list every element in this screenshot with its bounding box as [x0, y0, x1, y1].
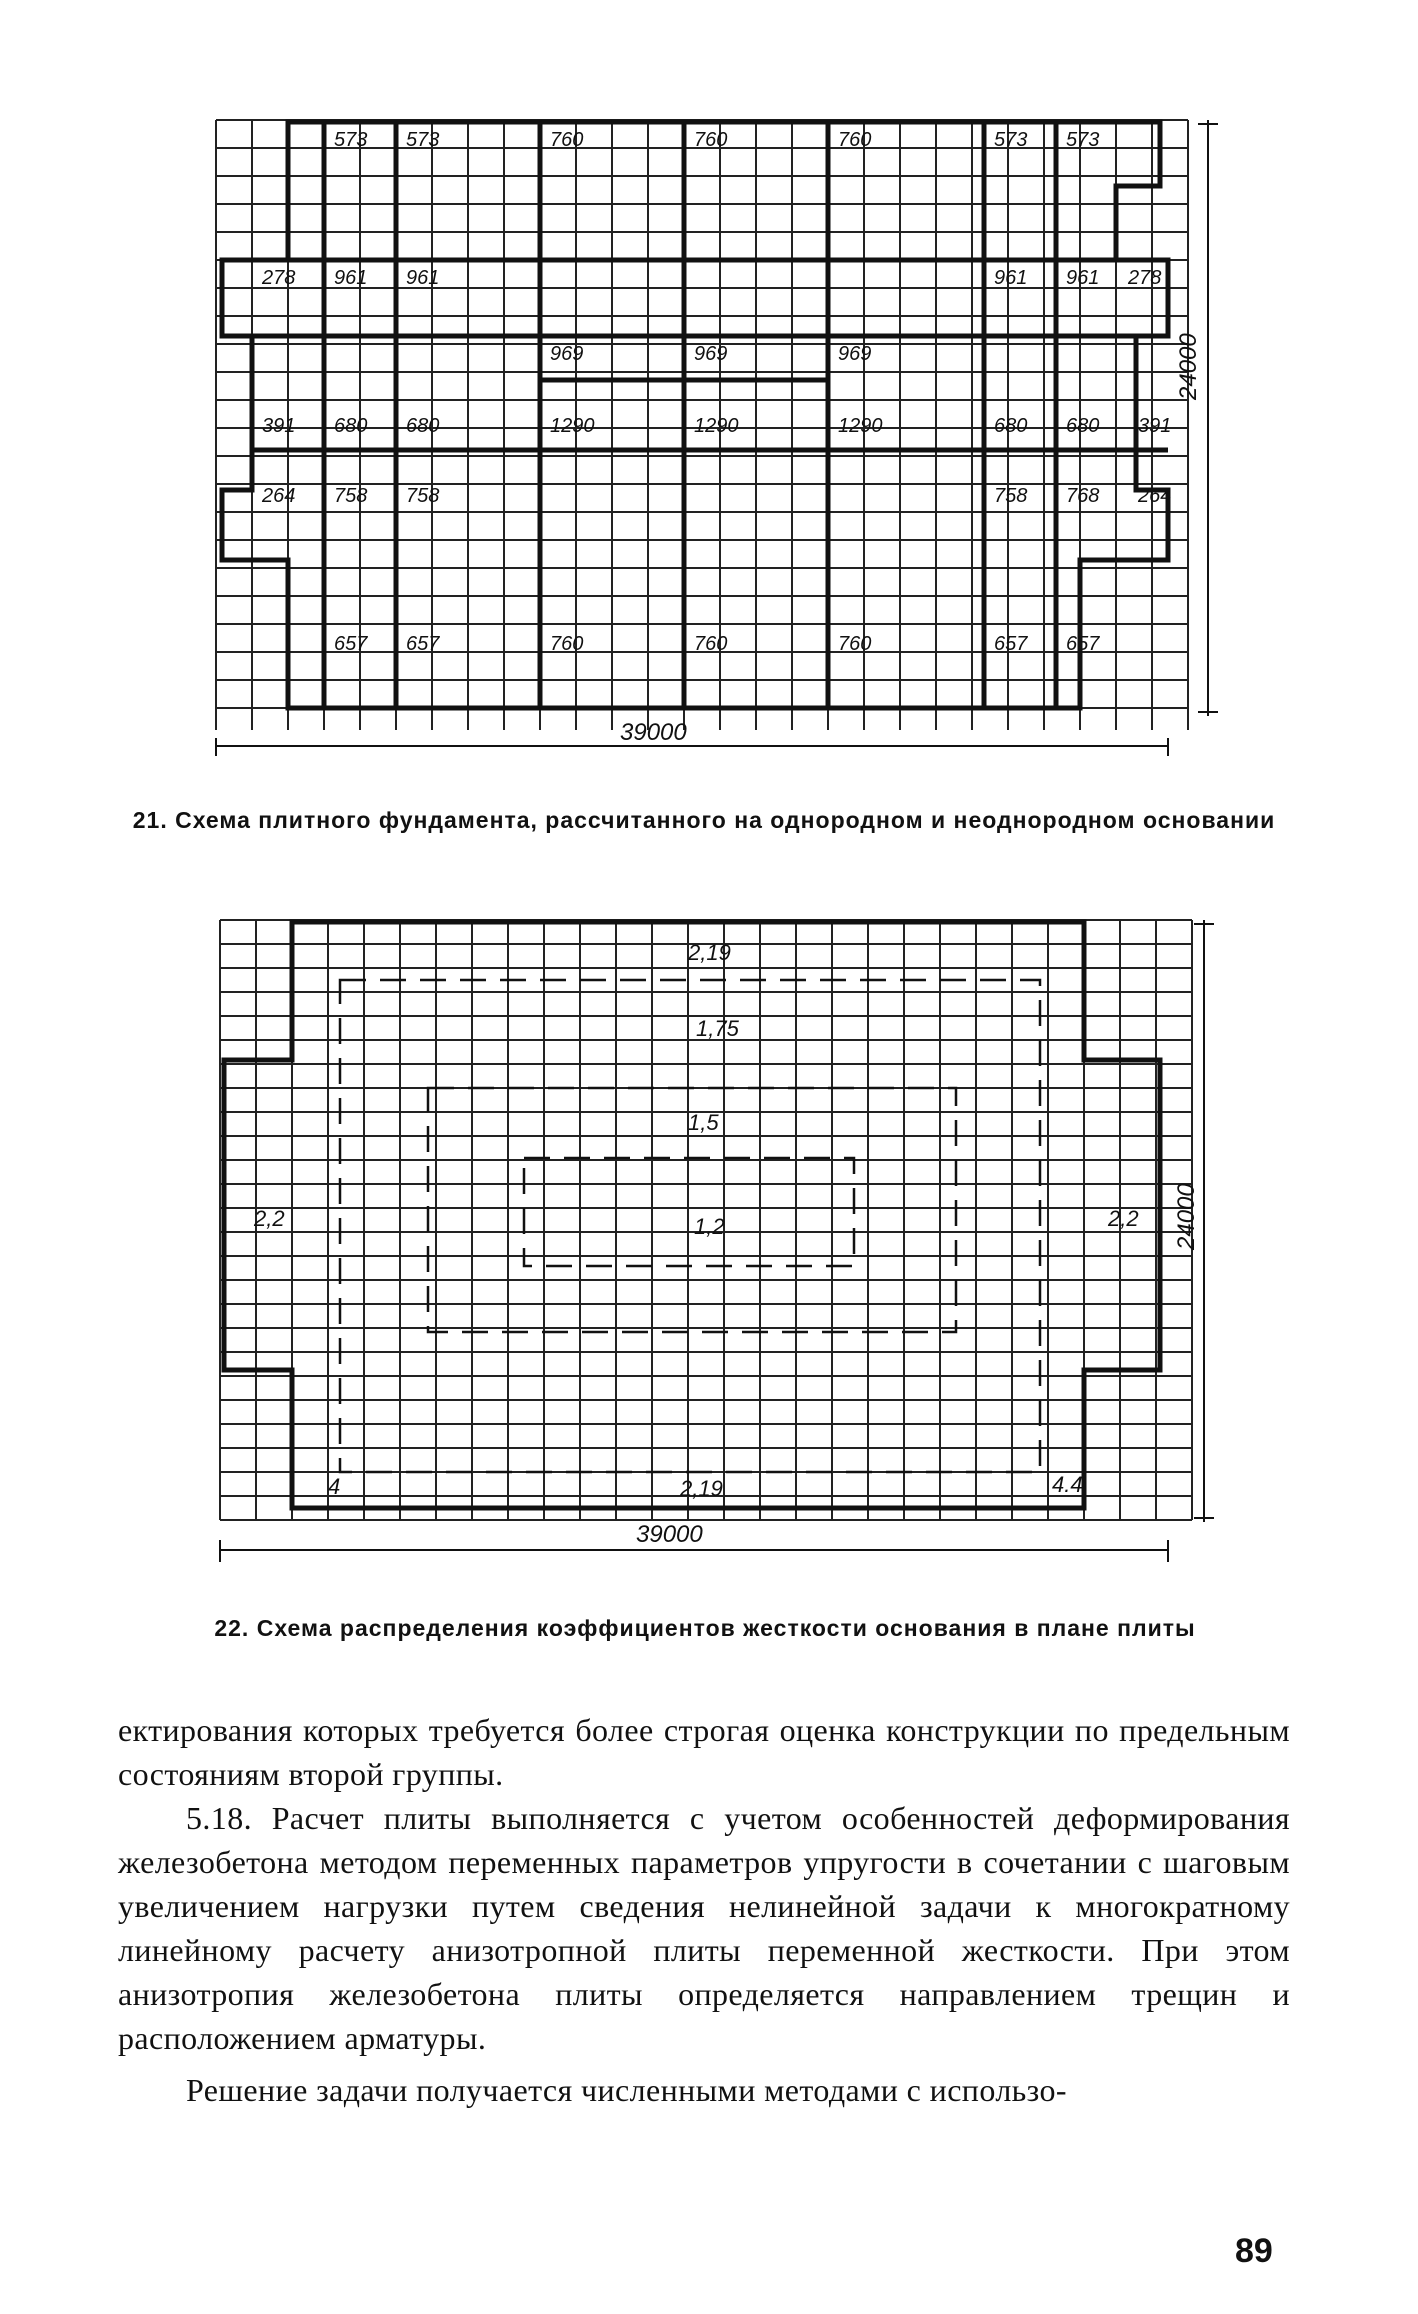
paragraph-2: 5.18. Расчет плиты выполняется с учетом особенностей деформирования железобетона методом переменных параметров упругости в сочетании с шаговым увеличением нагрузки путем сведения нелинейной задачи к многократному линейному расчету анизотропной плиты переменной жесткости. При этом анизотропия железобетона плиты определяется направлением трещин и расположением арматуры.	[118, 1800, 1290, 2056]
fig21-label: 961	[1066, 267, 1100, 289]
fig21-label: 1290	[838, 415, 883, 437]
fig21-label: 758	[334, 485, 368, 507]
fig21-label: 760	[694, 633, 728, 655]
fig22-width-dimension: 39000	[636, 1521, 703, 1548]
fig21-dimension-lines	[216, 120, 1218, 756]
fig21-label: 969	[694, 343, 728, 365]
fig21-label: 657	[994, 633, 1028, 655]
paragraph-3: Решение задачи получается численными методами с использо-	[186, 2072, 1067, 2108]
fig21-label: 961	[406, 267, 440, 289]
fig21-label: 657	[406, 633, 440, 655]
fig21-label: 768	[1066, 485, 1100, 507]
figure-21-foundation-scheme	[0, 0, 1418, 760]
fig21-label: 680	[1066, 415, 1100, 437]
figure-22-stiffness-distribution	[0, 900, 1418, 1600]
figure-22-caption: 22. Схема распределения коэффициентов жесткости основания в плане плиты	[214, 1615, 1196, 1641]
fig21-label: 264	[262, 485, 296, 507]
fig22-label: 2,2	[1108, 1206, 1139, 1231]
fig22-label: 4.4	[1052, 1472, 1083, 1497]
fig22-label: 2,19	[680, 1476, 723, 1501]
fig21-label: 657	[334, 633, 368, 655]
fig22-label: 1,75	[696, 1016, 739, 1041]
fig22-height-dimension: 24000	[1173, 1183, 1200, 1250]
fig21-label: 391	[1138, 415, 1172, 437]
fig21-label: 657	[1066, 633, 1100, 655]
page-number: 89	[1235, 2232, 1273, 2270]
body-text	[118, 1708, 1290, 2112]
fig21-label: 680	[334, 415, 368, 437]
fig21-label: 969	[550, 343, 584, 365]
fig22-label: 1,5	[688, 1110, 719, 1135]
fig21-width-dimension: 39000	[620, 719, 687, 746]
fig21-label: 278	[262, 267, 296, 289]
fig21-height-dimension: 24000	[1175, 333, 1202, 400]
fig21-label: 680	[994, 415, 1028, 437]
fig21-label: 573	[1066, 129, 1100, 151]
fig21-label: 1290	[694, 415, 739, 437]
fig21-label: 758	[994, 485, 1028, 507]
fig22-label: 1,2	[694, 1214, 725, 1239]
fig22-coefficient-labels	[253, 940, 1139, 1501]
fig21-label: 264	[1138, 485, 1172, 507]
fig21-label: 760	[550, 129, 584, 151]
fig22-label: 2,19	[688, 940, 731, 965]
fig21-label: 573	[994, 129, 1028, 151]
fig21-label: 680	[406, 415, 440, 437]
fig21-label: 1290	[550, 415, 595, 437]
fig21-label: 758	[406, 485, 440, 507]
fig22-label: 2,2	[254, 1206, 285, 1231]
figure-21-caption: 21. Схема плитного фундамента, рассчитанного на однородном и неоднородном основании	[132, 807, 1276, 833]
fig21-label: 961	[334, 267, 368, 289]
fig21-label: 760	[838, 633, 872, 655]
fig21-label: 961	[994, 267, 1028, 289]
fig21-label: 278	[1128, 267, 1162, 289]
fig21-label: 573	[406, 129, 440, 151]
fig21-label: 760	[694, 129, 728, 151]
fig21-label: 760	[550, 633, 584, 655]
fig21-label: 760	[838, 129, 872, 151]
paragraph-1: ектирования которых требуется более строгая оценка конструкции по предельным состояниям второй группы.	[118, 1712, 1290, 1792]
fig21-label: 391	[262, 415, 296, 437]
fig22-label: 4	[328, 1474, 341, 1499]
fig21-label: 969	[838, 343, 872, 365]
fig21-label: 573	[334, 129, 368, 151]
